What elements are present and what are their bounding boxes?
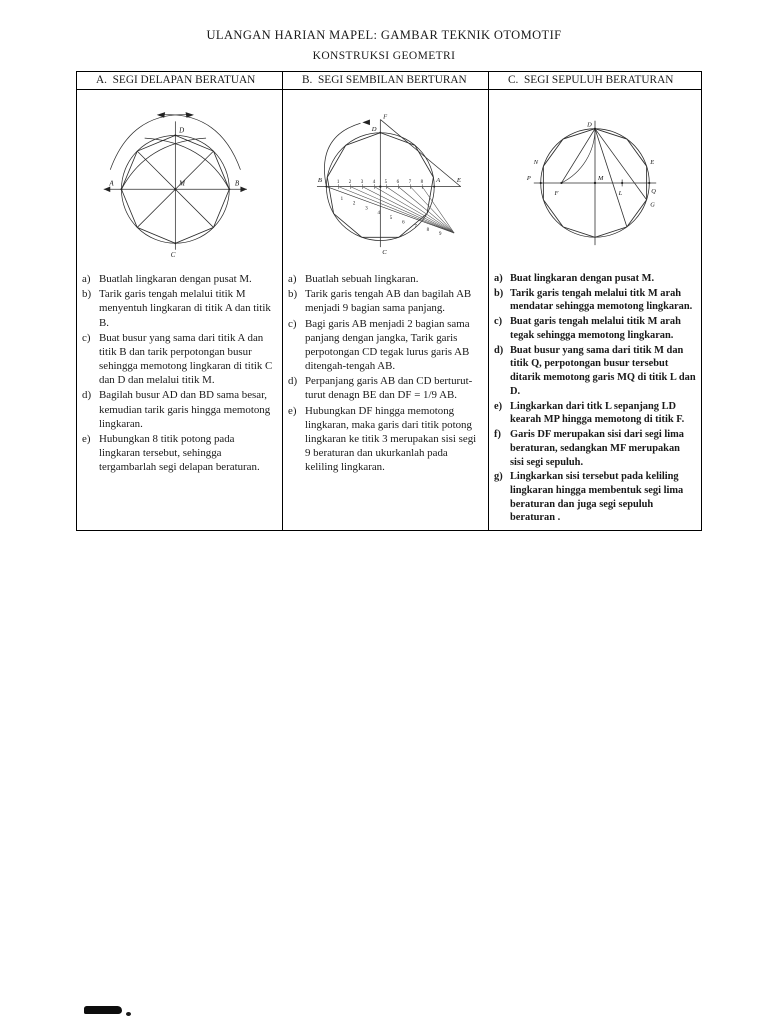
page-title: ULANGAN HARIAN MAPEL: GAMBAR TEKNIK OTOMOTIF xyxy=(206,28,562,42)
step-item xyxy=(82,272,277,286)
point-label-d: D xyxy=(178,126,184,135)
point-label-p: P xyxy=(526,175,531,182)
steps-list-nonagon xyxy=(283,270,488,479)
step-item xyxy=(288,404,483,475)
point-label-q: Q xyxy=(651,187,656,195)
point-label-d: D xyxy=(587,121,592,129)
step-text: Perpanjang garis AB dan CD berturut-turut denagn BE dan DF = 1/9 AB. xyxy=(305,375,473,402)
step-item xyxy=(82,331,277,388)
fan-tick-1: 1 xyxy=(340,196,343,202)
point-label-l: L xyxy=(618,189,623,197)
point-label-f: F xyxy=(554,189,559,197)
nonagon-construction-diagram xyxy=(290,93,482,267)
column-header-c: C. SEGI SEPULUH BERATURAN xyxy=(489,72,702,90)
octagon-construction-diagram xyxy=(87,93,273,267)
step-item xyxy=(82,388,277,431)
point-label-b: B xyxy=(317,176,322,184)
step-label: a) xyxy=(288,273,297,285)
cell-nonagon xyxy=(283,90,489,531)
step-label: b) xyxy=(82,288,92,301)
table-body-row xyxy=(77,90,702,531)
step-text: Lingkarkan dari titk L sepanjang LD kearah MP hingga memotong di titik F. xyxy=(510,400,685,426)
ruler-tick-7: 7 xyxy=(408,179,411,185)
fan-tick-3: 3 xyxy=(364,206,368,212)
octagon-figure-box xyxy=(77,90,282,270)
decagon-construction-diagram xyxy=(511,104,679,256)
step-label: g) xyxy=(494,471,503,483)
step-item xyxy=(288,287,483,315)
step-text: Buatlah lingkaran dengan pusat M. xyxy=(99,273,252,285)
fan-tick-5: 5 xyxy=(389,215,392,221)
step-label: b) xyxy=(494,287,504,299)
point-label-m: M xyxy=(178,179,185,188)
fan-tick-8: 8 xyxy=(426,228,429,234)
point-label-d: D xyxy=(371,125,377,133)
point-label-a: A xyxy=(435,176,440,184)
ruler-tick-1: 1 xyxy=(336,179,339,185)
step-text: Tarik garis tengah melalui titik M menyentuh lingkaran di titik A dan titik B. xyxy=(99,288,271,329)
step-text: Buat busur yang sama dari titik A dan titik B dan tarik perpotongan busur sehingga memotong lingkaran di titik C dan D dan melalui titik M. xyxy=(99,331,273,387)
step-text: Hubungkan 8 titik potong pada lingkaran tersebut, sehingga tergambarlah segi delapan beraturan. xyxy=(99,432,260,474)
step-item xyxy=(494,344,696,399)
steps-list-octagon xyxy=(77,270,282,479)
cell-decagon xyxy=(489,90,702,531)
step-text: Buat lingkaran dengan pusat M. xyxy=(510,273,655,284)
scan-artifact-mark xyxy=(84,1006,122,1014)
step-text: Garis DF merupakan sisi dari segi lima beraturan, sedangkan MF merupakan sisi segi sepuluh. xyxy=(510,429,684,468)
fan-tick-6: 6 xyxy=(401,220,405,226)
step-item xyxy=(494,315,696,342)
point-label-e: E xyxy=(650,159,655,167)
step-item xyxy=(82,287,277,330)
column-header-b: B. SEGI SEMBILAN BERTURAN xyxy=(283,72,489,90)
step-label: e) xyxy=(82,432,91,445)
point-label-n: N xyxy=(533,159,539,167)
point-label-g: G xyxy=(650,201,655,209)
step-text: Tarik garis tengah melalui titk M arah mendatar sehingga memotong lingkaran. xyxy=(510,287,693,313)
step-item xyxy=(494,287,696,314)
ruler-tick-8: 8 xyxy=(420,179,423,185)
step-label: d) xyxy=(82,389,92,402)
step-item xyxy=(82,432,277,475)
step-text: Bagi garis AB menjadi 2 bagian sama panjang dengan jangka, Tarik garis perpotongan CD tegak lurus garis AB ditengah-tengah AB. xyxy=(305,317,470,373)
column-header-a: A. SEGI DELAPAN BERATUAN xyxy=(77,72,283,90)
step-label: e) xyxy=(288,404,297,417)
geometry-table xyxy=(76,71,702,531)
point-label-m: M xyxy=(597,175,604,182)
step-text: Buat busur yang sama dari titik M dan titik Q, perpotongan busur tersebut ditarik memotong garis MQ di titik L dan D. xyxy=(510,344,696,397)
ruler-tick-2: 2 xyxy=(348,179,351,185)
ruler-tick-5: 5 xyxy=(384,179,387,185)
fan-tick-7: 7 xyxy=(413,224,417,230)
step-label: d) xyxy=(494,344,504,356)
step-item xyxy=(288,374,483,402)
step-label: c) xyxy=(82,331,91,344)
page-subtitle: KONSTRUKSI GEOMETRI xyxy=(312,50,456,62)
step-text: Tarik garis tengah AB dan bagilah AB menjadi 9 bagian sama panjang. xyxy=(305,288,472,315)
fan-tick-9: 9 xyxy=(438,231,441,237)
table-header-row xyxy=(77,72,702,90)
step-label: b) xyxy=(288,288,298,301)
step-label: d) xyxy=(288,375,298,388)
step-label: c) xyxy=(288,317,297,330)
fan-tick-2: 2 xyxy=(352,201,355,207)
fan-tick-4: 4 xyxy=(376,211,380,217)
scan-artifact-dot xyxy=(126,1012,131,1016)
step-item xyxy=(494,428,696,469)
step-text: Buat garis tengah melalui titik M arah tegak sehingga memotong lingkaran. xyxy=(510,316,681,341)
point-label-f: F xyxy=(382,113,387,121)
step-item xyxy=(494,470,696,525)
step-label: a) xyxy=(82,273,91,285)
ruler-tick-6: 6 xyxy=(396,179,399,185)
step-label: a) xyxy=(494,273,503,284)
step-text: Bagilah busur AD dan BD sama besar, kemudian tarik garis hingga memotong lingkaran. xyxy=(99,389,271,430)
step-label: c) xyxy=(494,316,503,328)
step-item xyxy=(494,400,696,427)
steps-list-decagon xyxy=(489,270,701,530)
ruler-tick-4: 4 xyxy=(372,179,375,185)
cell-octagon xyxy=(77,90,283,531)
point-label-e: E xyxy=(456,176,461,184)
step-text: Buatlah sebuah lingkaran. xyxy=(305,273,419,285)
step-text: Lingkarkan sisi tersebut pada keliling lingkaran hingga membentuk segi lima beraturan dan juga segi sepuluh beraturan . xyxy=(510,471,684,524)
point-label-b: B xyxy=(234,179,239,188)
step-label: e) xyxy=(494,400,503,412)
point-label-c: C xyxy=(170,251,175,260)
step-label: f) xyxy=(494,429,501,441)
step-item xyxy=(288,272,483,286)
nonagon-figure-box xyxy=(283,90,488,270)
step-item xyxy=(288,317,483,374)
step-item xyxy=(494,272,696,286)
decagon-figure-box xyxy=(489,90,701,270)
point-label-a: A xyxy=(108,179,114,188)
point-label-c: C xyxy=(381,248,387,256)
ruler-tick-3: 3 xyxy=(360,179,363,185)
step-text: Hubungkan DF hingga memotong lingkaran, maka garis dari titik potong lingkaran ke titik 3 merupakan sisi segi 9 beraturan dan ukurkanlah pada keliling lingkaran. xyxy=(305,404,477,474)
